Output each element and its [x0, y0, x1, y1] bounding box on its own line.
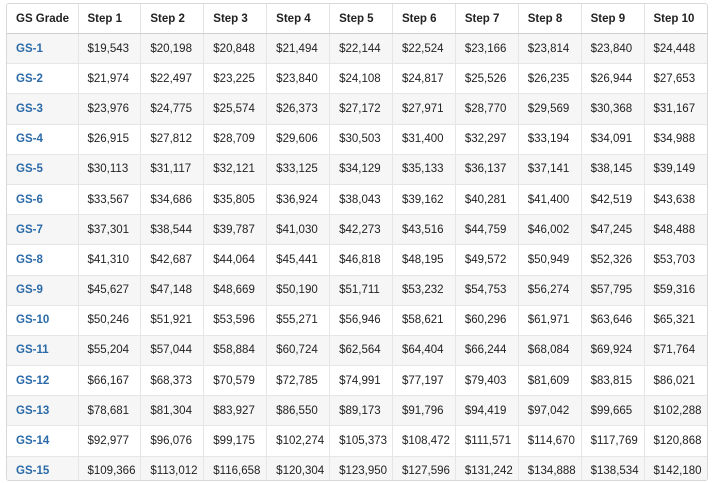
grade-link[interactable]: GS-9	[7, 275, 78, 305]
salary-cell: $53,232	[392, 275, 455, 305]
salary-cell: $86,550	[267, 396, 330, 426]
salary-cell: $38,145	[581, 154, 644, 184]
salary-cell: $22,497	[141, 64, 204, 94]
salary-cell: $23,840	[267, 64, 330, 94]
column-header-step-7: Step 7	[455, 4, 518, 34]
salary-cell: $55,204	[78, 335, 141, 365]
salary-cell: $42,519	[581, 184, 644, 214]
salary-cell: $34,091	[581, 124, 644, 154]
column-header-step-8: Step 8	[518, 4, 581, 34]
salary-cell: $25,526	[455, 64, 518, 94]
salary-cell: $39,149	[644, 154, 707, 184]
salary-cell: $142,180	[644, 456, 707, 481]
salary-cell: $22,524	[392, 34, 455, 64]
salary-cell: $97,042	[518, 396, 581, 426]
salary-cell: $33,125	[267, 154, 330, 184]
salary-cell: $21,494	[267, 34, 330, 64]
salary-cell: $32,121	[204, 154, 267, 184]
salary-cell: $52,326	[581, 245, 644, 275]
salary-cell: $23,976	[78, 94, 141, 124]
salary-cell: $47,148	[141, 275, 204, 305]
grade-link[interactable]: GS-6	[7, 184, 78, 214]
salary-cell: $41,030	[267, 215, 330, 245]
grade-link[interactable]: GS-5	[7, 154, 78, 184]
salary-cell: $34,129	[330, 154, 393, 184]
salary-cell: $31,117	[141, 154, 204, 184]
salary-cell: $44,064	[204, 245, 267, 275]
salary-cell: $57,795	[581, 275, 644, 305]
salary-cell: $42,687	[141, 245, 204, 275]
salary-cell: $56,946	[330, 305, 393, 335]
table-row	[7, 184, 707, 214]
salary-cell: $29,606	[267, 124, 330, 154]
column-header-step-3: Step 3	[204, 4, 267, 34]
salary-cell: $70,579	[204, 366, 267, 396]
salary-cell: $26,915	[78, 124, 141, 154]
grade-link[interactable]: GS-2	[7, 64, 78, 94]
salary-cell: $116,658	[204, 456, 267, 481]
salary-cell: $38,043	[330, 184, 393, 214]
salary-cell: $55,271	[267, 305, 330, 335]
salary-cell: $31,400	[392, 124, 455, 154]
salary-cell: $29,569	[518, 94, 581, 124]
salary-cell: $68,373	[141, 366, 204, 396]
salary-cell: $50,190	[267, 275, 330, 305]
salary-cell: $109,366	[78, 456, 141, 481]
salary-cell: $108,472	[392, 426, 455, 456]
grade-link[interactable]: GS-8	[7, 245, 78, 275]
salary-cell: $37,141	[518, 154, 581, 184]
table-row	[7, 366, 707, 396]
salary-cell: $58,621	[392, 305, 455, 335]
table-row	[7, 64, 707, 94]
salary-cell: $24,448	[644, 34, 707, 64]
column-header-step-10: Step 10	[644, 4, 707, 34]
salary-cell: $24,817	[392, 64, 455, 94]
salary-cell: $20,848	[204, 34, 267, 64]
table-row	[7, 456, 707, 481]
salary-cell: $23,225	[204, 64, 267, 94]
salary-cell: $24,108	[330, 64, 393, 94]
salary-cell: $40,281	[455, 184, 518, 214]
salary-cell: $50,949	[518, 245, 581, 275]
salary-cell: $83,927	[204, 396, 267, 426]
salary-cell: $45,627	[78, 275, 141, 305]
column-header-step-5: Step 5	[330, 4, 393, 34]
grade-link[interactable]: GS-4	[7, 124, 78, 154]
salary-cell: $81,609	[518, 366, 581, 396]
salary-cell: $39,162	[392, 184, 455, 214]
salary-cell: $43,638	[644, 184, 707, 214]
salary-cell: $56,274	[518, 275, 581, 305]
salary-cell: $123,950	[330, 456, 393, 481]
salary-cell: $68,084	[518, 335, 581, 365]
salary-cell: $30,368	[581, 94, 644, 124]
salary-cell: $113,012	[141, 456, 204, 481]
salary-cell: $24,775	[141, 94, 204, 124]
column-header-step-9: Step 9	[581, 4, 644, 34]
salary-cell: $25,574	[204, 94, 267, 124]
grade-link[interactable]: GS-11	[7, 335, 78, 365]
salary-cell: $41,310	[78, 245, 141, 275]
salary-cell: $53,703	[644, 245, 707, 275]
grade-link[interactable]: GS-15	[7, 456, 78, 481]
salary-cell: $66,244	[455, 335, 518, 365]
salary-cell: $120,304	[267, 456, 330, 481]
salary-cell: $58,884	[204, 335, 267, 365]
salary-cell: $44,759	[455, 215, 518, 245]
salary-cell: $96,076	[141, 426, 204, 456]
salary-cell: $111,571	[455, 426, 518, 456]
salary-cell: $61,971	[518, 305, 581, 335]
gs-pay-table	[7, 4, 707, 481]
grade-link[interactable]: GS-3	[7, 94, 78, 124]
salary-cell: $64,404	[392, 335, 455, 365]
salary-cell: $81,304	[141, 396, 204, 426]
header-row	[7, 4, 707, 34]
table-row	[7, 335, 707, 365]
salary-cell: $23,840	[581, 34, 644, 64]
column-header-step-2: Step 2	[141, 4, 204, 34]
salary-cell: $30,503	[330, 124, 393, 154]
salary-cell: $62,564	[330, 335, 393, 365]
salary-cell: $45,441	[267, 245, 330, 275]
table-header	[7, 4, 707, 34]
salary-cell: $34,988	[644, 124, 707, 154]
salary-cell: $41,400	[518, 184, 581, 214]
table-row	[7, 215, 707, 245]
salary-cell: $49,572	[455, 245, 518, 275]
salary-cell: $131,242	[455, 456, 518, 481]
salary-cell: $42,273	[330, 215, 393, 245]
salary-cell: $27,653	[644, 64, 707, 94]
salary-cell: $71,764	[644, 335, 707, 365]
salary-cell: $33,194	[518, 124, 581, 154]
salary-cell: $94,419	[455, 396, 518, 426]
column-header-step-1: Step 1	[78, 4, 141, 34]
salary-cell: $26,373	[267, 94, 330, 124]
column-header-step-6: Step 6	[392, 4, 455, 34]
salary-cell: $65,321	[644, 305, 707, 335]
salary-cell: $138,534	[581, 456, 644, 481]
grade-link[interactable]: GS-10	[7, 305, 78, 335]
grade-link[interactable]: GS-12	[7, 366, 78, 396]
salary-cell: $36,924	[267, 184, 330, 214]
salary-cell: $31,167	[644, 94, 707, 124]
salary-cell: $27,812	[141, 124, 204, 154]
salary-cell: $72,785	[267, 366, 330, 396]
table-row	[7, 275, 707, 305]
salary-cell: $26,235	[518, 64, 581, 94]
salary-cell: $48,488	[644, 215, 707, 245]
salary-cell: $35,133	[392, 154, 455, 184]
salary-cell: $23,814	[518, 34, 581, 64]
salary-cell: $77,197	[392, 366, 455, 396]
salary-cell: $60,296	[455, 305, 518, 335]
salary-cell: $21,974	[78, 64, 141, 94]
salary-cell: $60,724	[267, 335, 330, 365]
salary-cell: $79,403	[455, 366, 518, 396]
salary-cell: $35,805	[204, 184, 267, 214]
salary-cell: $114,670	[518, 426, 581, 456]
salary-cell: $38,544	[141, 215, 204, 245]
salary-cell: $66,167	[78, 366, 141, 396]
salary-cell: $27,172	[330, 94, 393, 124]
salary-cell: $74,991	[330, 366, 393, 396]
salary-cell: $53,596	[204, 305, 267, 335]
salary-cell: $48,669	[204, 275, 267, 305]
salary-cell: $47,245	[581, 215, 644, 245]
salary-cell: $92,977	[78, 426, 141, 456]
salary-cell: $117,769	[581, 426, 644, 456]
column-header-grade: GS Grade	[7, 4, 78, 34]
salary-cell: $48,195	[392, 245, 455, 275]
grade-link[interactable]: GS-13	[7, 396, 78, 426]
salary-cell: $33,567	[78, 184, 141, 214]
salary-cell: $26,944	[581, 64, 644, 94]
salary-cell: $20,198	[141, 34, 204, 64]
salary-cell: $23,166	[455, 34, 518, 64]
salary-cell: $54,753	[455, 275, 518, 305]
salary-cell: $19,543	[78, 34, 141, 64]
salary-cell: $43,516	[392, 215, 455, 245]
salary-cell: $120,868	[644, 426, 707, 456]
grade-link[interactable]: GS-14	[7, 426, 78, 456]
salary-cell: $134,888	[518, 456, 581, 481]
salary-cell: $99,175	[204, 426, 267, 456]
salary-cell: $99,665	[581, 396, 644, 426]
salary-cell: $91,796	[392, 396, 455, 426]
table-row	[7, 305, 707, 335]
table-row	[7, 34, 707, 64]
table-row	[7, 154, 707, 184]
salary-cell: $32,297	[455, 124, 518, 154]
salary-cell: $39,787	[204, 215, 267, 245]
salary-cell: $105,373	[330, 426, 393, 456]
table-body	[7, 34, 707, 482]
table-row	[7, 245, 707, 275]
salary-cell: $102,274	[267, 426, 330, 456]
salary-cell: $28,770	[455, 94, 518, 124]
table-row	[7, 426, 707, 456]
salary-cell: $51,711	[330, 275, 393, 305]
salary-cell: $83,815	[581, 366, 644, 396]
salary-cell: $28,709	[204, 124, 267, 154]
salary-cell: $46,818	[330, 245, 393, 275]
salary-cell: $34,686	[141, 184, 204, 214]
salary-cell: $50,246	[78, 305, 141, 335]
salary-cell: $78,681	[78, 396, 141, 426]
salary-cell: $51,921	[141, 305, 204, 335]
salary-cell: $27,971	[392, 94, 455, 124]
pay-table-container	[6, 3, 708, 481]
salary-cell: $36,137	[455, 154, 518, 184]
table-row	[7, 396, 707, 426]
salary-cell: $57,044	[141, 335, 204, 365]
salary-cell: $63,646	[581, 305, 644, 335]
salary-cell: $30,113	[78, 154, 141, 184]
salary-cell: $59,316	[644, 275, 707, 305]
grade-link[interactable]: GS-1	[7, 34, 78, 64]
column-header-step-4: Step 4	[267, 4, 330, 34]
grade-link[interactable]: GS-7	[7, 215, 78, 245]
salary-cell: $86,021	[644, 366, 707, 396]
salary-cell: $89,173	[330, 396, 393, 426]
salary-cell: $127,596	[392, 456, 455, 481]
salary-cell: $102,288	[644, 396, 707, 426]
table-row	[7, 94, 707, 124]
salary-cell: $37,301	[78, 215, 141, 245]
table-row	[7, 124, 707, 154]
salary-cell: $22,144	[330, 34, 393, 64]
salary-cell: $69,924	[581, 335, 644, 365]
salary-cell: $46,002	[518, 215, 581, 245]
